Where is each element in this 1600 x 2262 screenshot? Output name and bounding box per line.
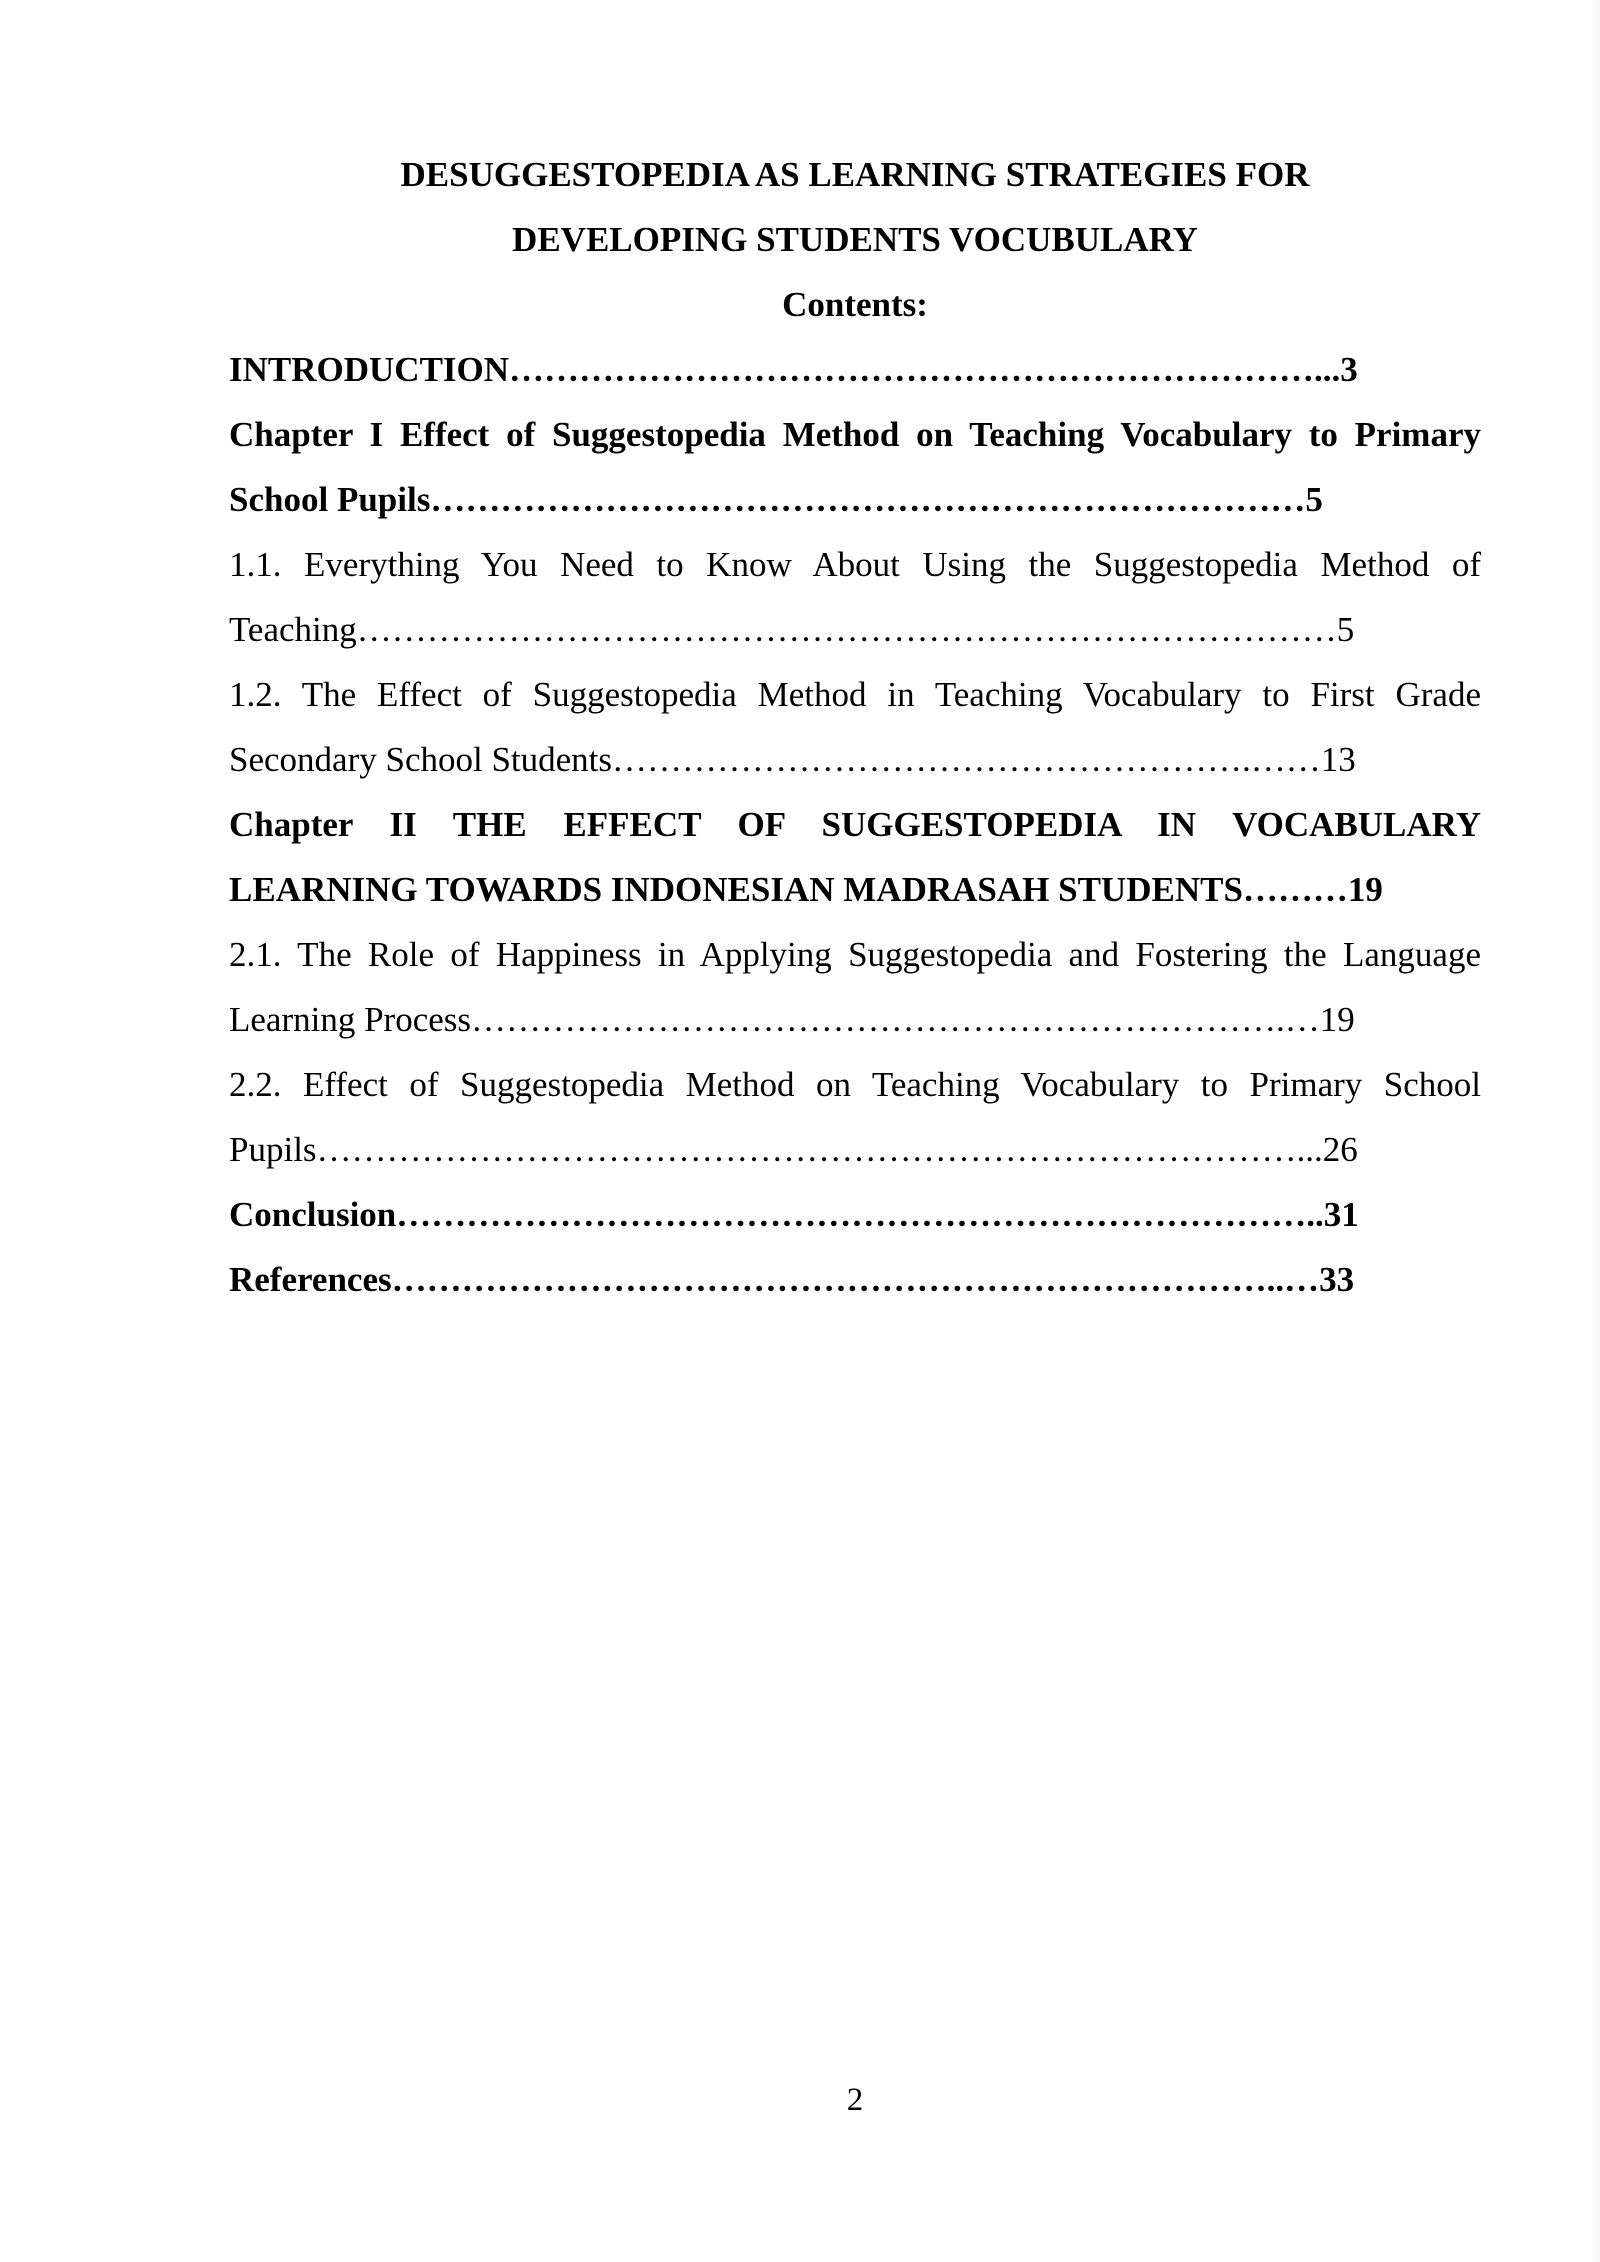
page-number: 2 — [846, 2082, 864, 2118]
toc-entry-chapter-1-line-2: School Pupils…………………………………………………………………5 — [229, 480, 1323, 519]
toc-entry-chapter-2-line-2: LEARNING TOWARDS INDONESIAN MADRASAH STUDENTS………19 — [229, 870, 1383, 909]
toc-entry-2-1-line-2: Learning Process…………………………………………………………….…19 — [229, 1000, 1355, 1039]
document-title-line-1: DESUGGESTOPEDIA AS LEARNING STRATEGIES FOR — [400, 155, 1310, 194]
toc-entry-2-1-line-1: 2.1. The Role of Happiness in Applying Suggestopedia and Fostering the Language — [229, 935, 1481, 974]
contents-heading: Contents: — [782, 285, 928, 324]
toc-entry-introduction: INTRODUCTION……………………………………………………………...3 — [229, 350, 1358, 389]
toc-entry-chapter-1-line-1: Chapter I Effect of Suggestopedia Method on Teaching Vocabulary to Primary — [229, 415, 1481, 454]
toc-entry-2-2-line-2: Pupils…………………………………………………………………………...26 — [229, 1130, 1358, 1169]
toc-entry-1-1-line-2: Teaching…………………………………………………………………………5 — [229, 610, 1355, 649]
document-title-line-2: DEVELOPING STUDENTS VOCUBULARY — [512, 220, 1198, 259]
toc-entry-references: References…………………………………………………………………..…33 — [229, 1260, 1355, 1299]
toc-entry-conclusion: Conclusion……………………………………………………………………..31 — [229, 1195, 1359, 1234]
toc-entry-1-1-line-1: 1.1. Everything You Need to Know About Using the Suggestopedia Method of — [229, 545, 1481, 584]
toc-entry-1-2-line-1: 1.2. The Effect of Suggestopedia Method in Teaching Vocabulary to First Grade — [229, 675, 1481, 714]
toc-entry-2-2-line-1: 2.2. Effect of Suggestopedia Method on Teaching Vocabulary to Primary School — [229, 1065, 1481, 1104]
toc-entry-1-2-line-2: Secondary School Students……………………………………………….……13 — [229, 740, 1356, 779]
page-edge-shadow — [1590, 0, 1600, 2262]
toc-entry-chapter-2-line-1: Chapter II THE EFFECT OF SUGGESTOPEDIA IN VOCABULARY — [229, 805, 1481, 844]
